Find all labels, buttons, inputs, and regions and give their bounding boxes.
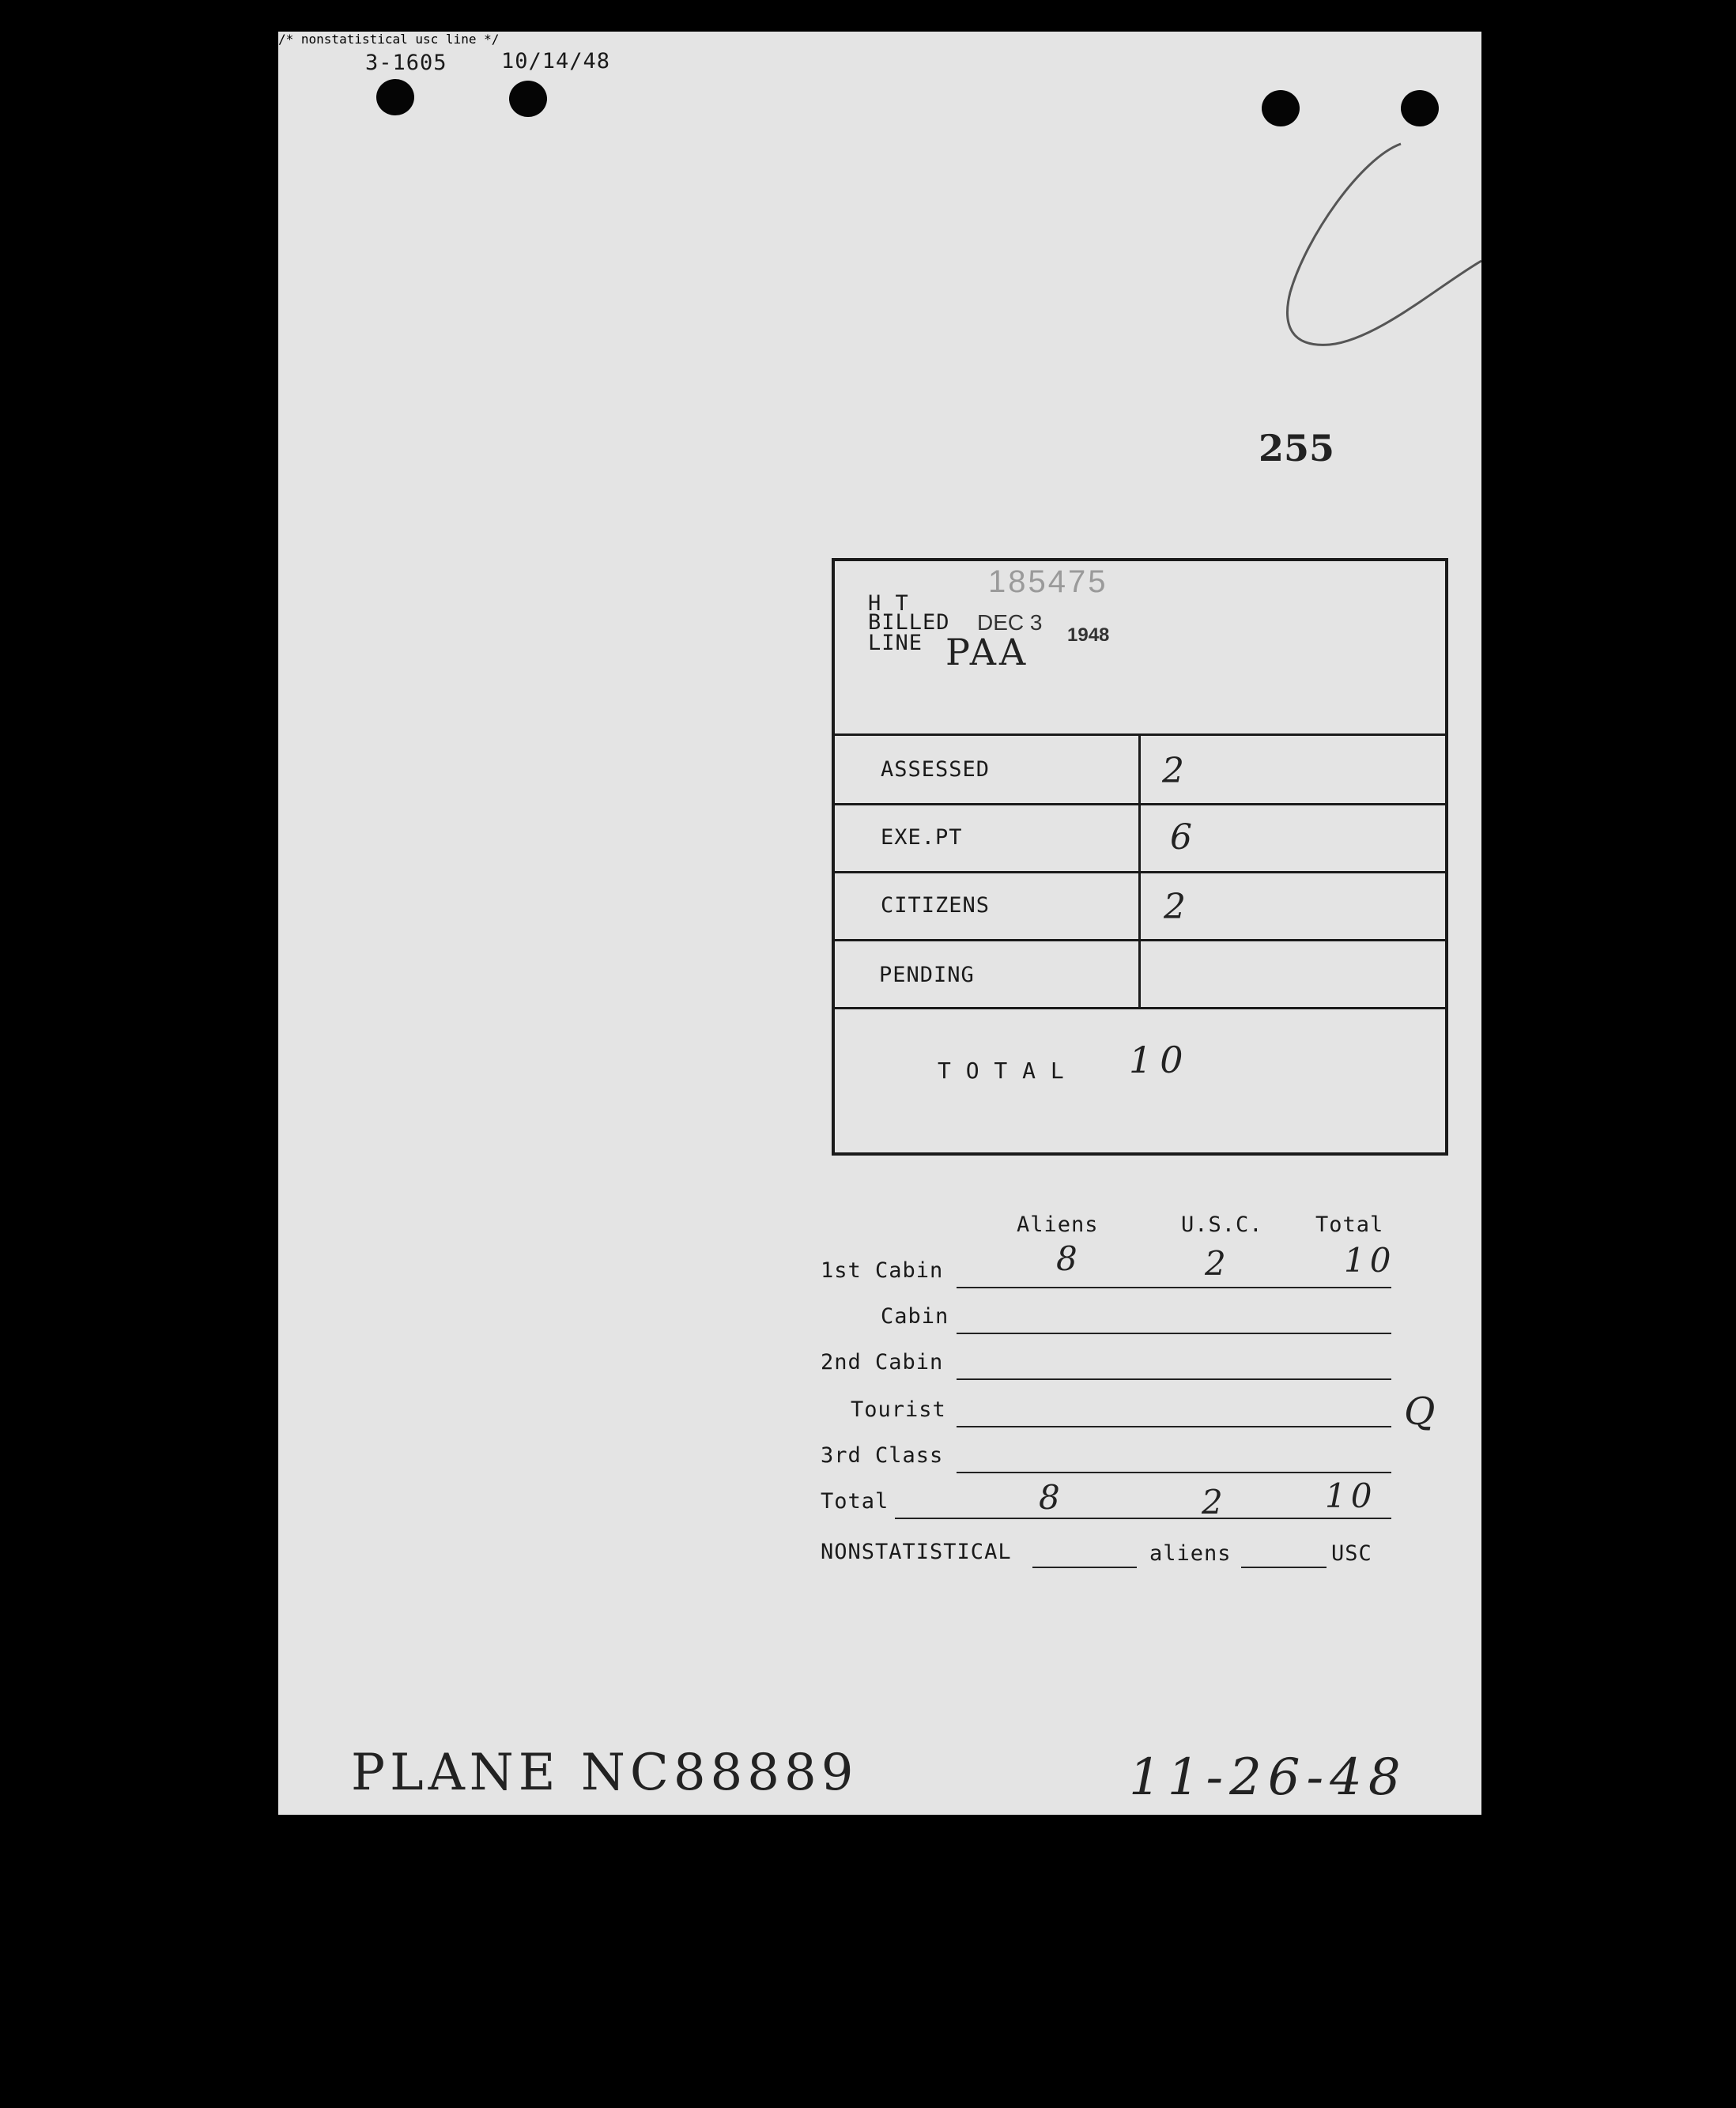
punch-hole-1 (376, 79, 414, 115)
row-label-assessed: ASSESSED (881, 757, 991, 782)
page-number: 255 (1259, 427, 1335, 469)
plane-number: PLANE NC88889 (351, 1744, 859, 1802)
row-aliens-total: 8 (1039, 1478, 1060, 1517)
nonstatistical-label: NONSTATISTICAL (821, 1540, 1012, 1564)
punch-hole-2 (509, 81, 547, 117)
row-label-total: Total (821, 1489, 889, 1514)
nonstatistical-usc-label: USC (1331, 1541, 1372, 1566)
row-total-1st-cabin: 10 (1344, 1241, 1396, 1280)
row-label-cabin: Cabin (881, 1304, 949, 1329)
box-column-divider (1138, 733, 1141, 1009)
line-value: PAA (945, 631, 1029, 673)
row-label-2nd-cabin: 2nd Cabin (821, 1350, 944, 1375)
row-line-total (895, 1518, 1391, 1519)
total-value: 10 (1129, 1039, 1191, 1081)
ht-label: H T (868, 591, 909, 616)
billed-stamp-date: DEC 3 (977, 610, 1043, 635)
footer-date: 11-26-48 (1129, 1748, 1407, 1807)
billed-label: BILLED (868, 610, 950, 635)
row-label-exempt: EXE.PT (881, 825, 963, 850)
row-usc-1st-cabin: 2 (1205, 1244, 1226, 1283)
row-value-exempt: 6 (1170, 817, 1192, 858)
cabin-table: Aliens U.S.C. Total 1st Cabin 8 2 10 Cabin 2nd Cabin Tourist Q 3rd Class Total 8 2 10 NONSTATISTICAL aliens /* nonstatistical usc line */ USC (278, 32, 1481, 47)
row-label-citizens: CITIZENS (881, 893, 991, 918)
total-label: T O T A L (938, 1058, 1065, 1084)
col-header-aliens: Aliens (1017, 1212, 1099, 1237)
row-label-tourist: Tourist (851, 1397, 946, 1422)
row-value-assessed: 2 (1162, 751, 1184, 791)
form-date: 10/14/48 (501, 49, 611, 74)
row-total-total: 10 (1325, 1476, 1377, 1515)
row-aliens-1st-cabin: 8 (1056, 1239, 1077, 1278)
row-line-1st-cabin (957, 1287, 1391, 1288)
row-value-citizens: 2 (1164, 887, 1186, 927)
tourist-margin-mark: Q (1404, 1390, 1436, 1434)
pencil-stroke (1172, 111, 1481, 379)
col-header-total: Total (1315, 1212, 1384, 1237)
billed-stamp-year: 1948 (1067, 624, 1110, 646)
row-line-3rd-class (957, 1472, 1391, 1473)
row-usc-total: 2 (1202, 1483, 1223, 1522)
stamp-number: 185475 (988, 564, 1108, 599)
nonstatistical-aliens-line (1032, 1567, 1137, 1568)
form-number: 3-1605 (365, 51, 447, 75)
row-line-2nd-cabin (957, 1378, 1391, 1380)
row-label-pending: PENDING (879, 963, 975, 987)
row-line-tourist (957, 1426, 1391, 1427)
row-label-1st-cabin: 1st Cabin (821, 1258, 944, 1283)
line-label: LINE (868, 631, 923, 655)
row-line-cabin (957, 1333, 1391, 1334)
document-sheet (278, 32, 1481, 1815)
billing-box (832, 558, 1448, 1156)
nonstatistical-usc-line (1241, 1567, 1327, 1568)
nonstatistical-aliens-label: aliens (1149, 1541, 1232, 1566)
col-header-usc: U.S.C. (1181, 1212, 1263, 1237)
row-label-3rd-class: 3rd Class (821, 1443, 944, 1468)
